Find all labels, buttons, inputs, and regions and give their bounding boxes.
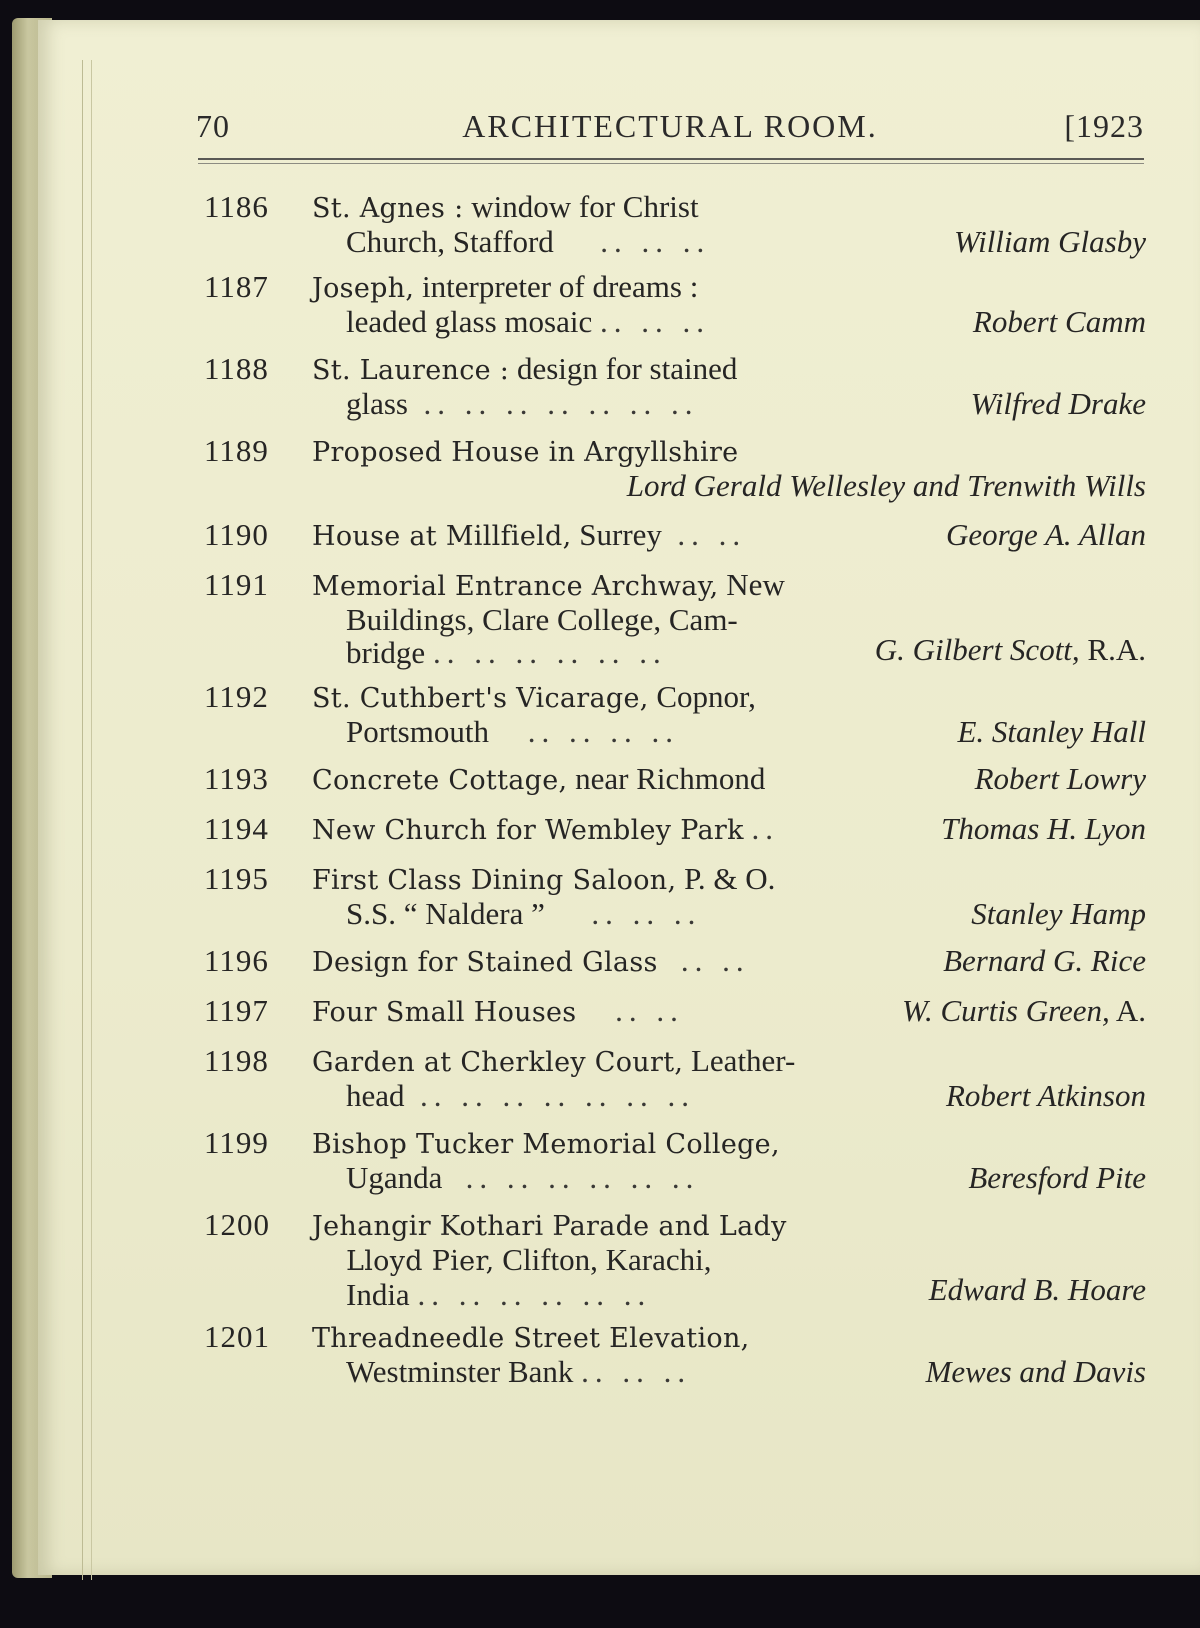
entry-title-lead: Design for Stained Glass: [312, 947, 658, 978]
entry-number: 1193: [204, 761, 269, 796]
entry-title-cont: S.S. “ Naldera ”: [346, 896, 545, 931]
entry-title-lead: Memorial Entrance Archway,: [312, 571, 719, 602]
entry-number: 1189: [204, 433, 269, 468]
page-header: [196, 104, 1144, 148]
leader-dots: .. .. .. .. .. ..: [417, 1277, 652, 1312]
entry-title: window for Christ: [463, 189, 699, 224]
entry-title-lead: St. Cuthbert's Vicarage,: [312, 683, 649, 714]
entry-artist: William Glasby: [953, 224, 1146, 259]
entry-title: New: [718, 567, 785, 602]
entry-number: 1190: [204, 517, 269, 552]
catalogue-entry: [204, 1320, 1156, 1402]
entry-title: near Richmond: [567, 761, 766, 796]
artist-suffix: R.A.: [1079, 632, 1146, 667]
catalogue-entry: [204, 994, 1156, 1044]
entry-number: 1194: [204, 811, 269, 846]
entry-title: interpreter of dreams :: [414, 269, 699, 304]
entry-number: 1200: [204, 1207, 270, 1242]
entry-artist: [875, 633, 1146, 666]
entry-title-lead: St. Laurence :: [312, 355, 510, 386]
entry-number: 1201: [204, 1319, 270, 1354]
entry-artist: Mewes and Davis: [925, 1354, 1146, 1389]
entry-title-lead: Joseph,: [312, 273, 415, 304]
entry-title-cont: India: [346, 1277, 410, 1312]
entry-artist: Bernard G. Rice: [943, 943, 1146, 978]
entry-title-cont: head: [346, 1078, 405, 1113]
entry-title-lead: First Class Dining Saloon,: [312, 865, 677, 896]
leader-dots: ..: [751, 811, 780, 846]
catalogue-entry: [204, 190, 1156, 270]
leader-dots: .. ..: [677, 517, 747, 552]
leader-dots: .. .. .. .. .. .. ..: [420, 1078, 696, 1113]
entry-title-lead: St. Agnes :: [312, 193, 464, 224]
leader-dots: .. .. .. .. .. ..: [465, 1160, 700, 1195]
section-title: ARCHITECTURAL ROOM.: [462, 108, 878, 144]
entry-number: 1195: [204, 861, 269, 896]
entry-artist: Lord Gerald Wellesley and Trenwith Wills: [626, 468, 1146, 503]
entry-title: Copnor,: [648, 679, 756, 714]
leader-dots: .. .. ..: [599, 304, 710, 339]
entry-artist: Robert Atkinson: [945, 1078, 1146, 1113]
entry-title-lead: Four Small Houses: [312, 997, 577, 1028]
catalogue-entry: [204, 352, 1156, 434]
entry-title-cont: leaded glass mosaic: [346, 304, 593, 339]
entry-artist: Thomas H. Lyon: [941, 811, 1146, 846]
catalogue-entry: [204, 862, 1156, 944]
entry-number: 1187: [204, 269, 269, 304]
entry-title-lead: Threadneedle Street Elevation,: [312, 1323, 750, 1354]
leader-dots: .. .. ..: [581, 1354, 692, 1389]
entry-number: 1199: [204, 1125, 269, 1160]
catalogue-list: [204, 190, 1156, 1402]
entry-number: 1198: [204, 1043, 269, 1078]
entry-artist: Robert Camm: [972, 304, 1146, 339]
entry-title-lead: House at Millfield,: [312, 521, 572, 552]
catalogue-entry: [204, 680, 1156, 762]
entry-title-lead: New Church for Wembley Park: [312, 815, 744, 846]
catalogue-entry: [204, 1044, 1156, 1126]
entry-number: 1196: [204, 943, 269, 978]
entry-title-cont: Clifton, Karachi,: [494, 1242, 712, 1277]
catalogue-entry: [204, 434, 1156, 518]
entry-number: 1191: [204, 567, 269, 602]
entry-title-lead: Garden at Cherkley Court,: [312, 1047, 684, 1078]
entry-title: Surrey: [571, 517, 662, 552]
entry-artist: Wilfred Drake: [970, 386, 1146, 421]
leader-dots: .. .. ..: [600, 224, 711, 259]
leader-dots: .. .. ..: [591, 896, 702, 931]
entry-artist: George A. Allan: [945, 517, 1146, 552]
catalogue-entry: [204, 1126, 1156, 1208]
entry-title: P. & O.: [676, 861, 776, 896]
entry-title-cont: bridge: [346, 635, 426, 670]
page-number: 70: [196, 108, 230, 144]
entry-number: 1192: [204, 679, 269, 714]
leader-dots: .. ..: [680, 943, 750, 978]
header-rule-thin: [198, 163, 1144, 164]
entry-title: Leather-: [683, 1043, 796, 1078]
entry-title-lead: Lloyd Pier,: [346, 1246, 495, 1277]
entry-artist: Robert Lowry: [974, 761, 1146, 796]
header-rule: [198, 158, 1144, 160]
entry-title-cont: Buildings, Clare College, Cam-: [346, 602, 738, 637]
catalogue-entry: [204, 568, 1156, 680]
catalogue-entry: [204, 518, 1156, 568]
catalogue-entry: [204, 944, 1156, 994]
entry-title-cont: glass: [346, 386, 408, 421]
catalogue-entry: [204, 270, 1156, 352]
entry-title-lead: Concrete Cottage,: [312, 765, 568, 796]
catalogue-entry: [204, 762, 1156, 812]
entry-number: 1186: [204, 189, 269, 224]
entry-title-cont: Westminster Bank: [346, 1354, 574, 1389]
entry-number: 1188: [204, 351, 269, 386]
year-marker: [1923: [1064, 108, 1144, 144]
entry-title-lead: Jehangir Kothari Parade and Lady: [312, 1211, 787, 1242]
catalogue-entry: [204, 812, 1156, 862]
entry-title-lead: Bishop Tucker Memorial College,: [312, 1129, 780, 1160]
entry-title-cont: Portsmouth: [346, 714, 489, 749]
entry-title-cont: Church, Stafford: [346, 224, 554, 259]
catalogue-entry: [204, 1208, 1156, 1320]
page-stack-edge: [82, 60, 92, 1580]
artist-name: G. Gilbert Scott,: [874, 632, 1080, 667]
entry-artist: Stanley Hamp: [971, 896, 1146, 931]
leader-dots: .. ..: [615, 993, 684, 1028]
entry-title-cont: Uganda: [346, 1160, 443, 1195]
entry-artist: Beresford Pite: [968, 1160, 1146, 1195]
leader-dots: .. .. .. .. .. .. ..: [423, 386, 699, 421]
entry-title: design for stained: [509, 351, 738, 386]
entry-artist: [902, 994, 1146, 1027]
artist-suffix: A.: [1109, 993, 1146, 1028]
entry-number: 1197: [204, 993, 269, 1028]
leader-dots: .. .. .. .. .. ..: [432, 635, 667, 670]
leader-dots: .. .. .. ..: [527, 714, 679, 749]
artist-name: W. Curtis Green,: [901, 993, 1110, 1028]
entry-artist: Edward B. Hoare: [928, 1272, 1146, 1307]
entry-artist: E. Stanley Hall: [957, 714, 1146, 749]
entry-title-lead: Proposed House in Argyllshire: [312, 437, 739, 468]
